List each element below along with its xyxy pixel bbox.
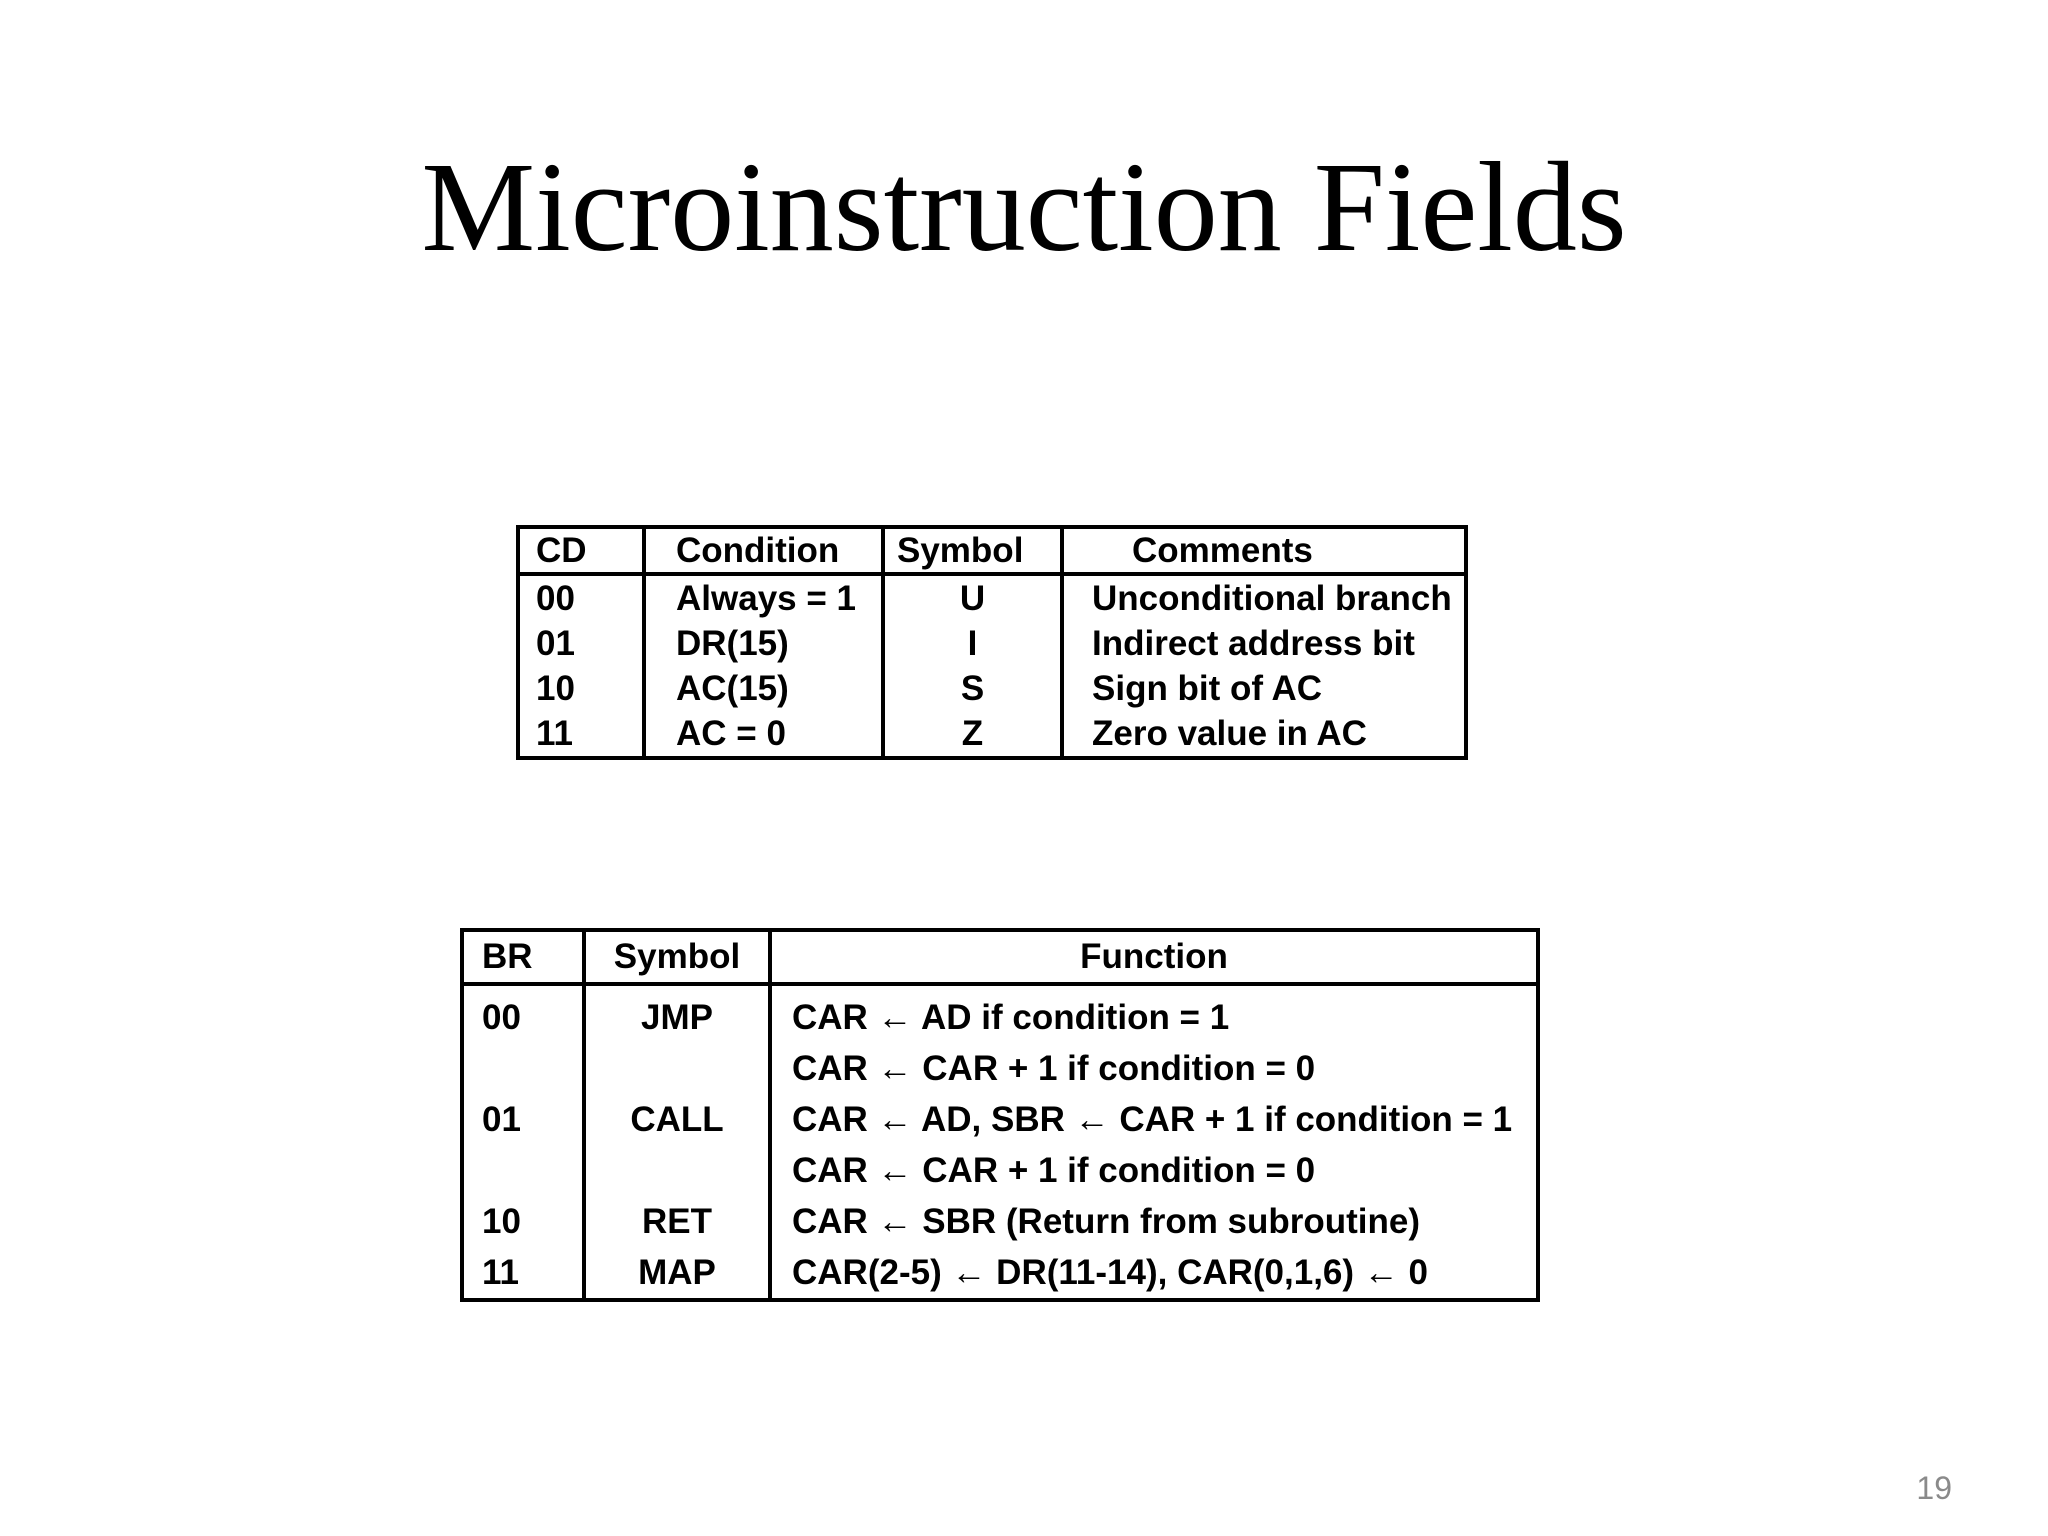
br-code: 00: [462, 984, 584, 1043]
br-table-header-row: [462, 930, 1538, 984]
cd-comment: Sign bit of AC: [1092, 669, 1323, 708]
cd-symbol: S: [883, 666, 1062, 711]
table-row: [518, 574, 1466, 621]
cd-condition: AC(15): [644, 666, 883, 711]
table-row: [462, 1247, 1538, 1300]
br-symbol: MAP: [584, 1247, 770, 1300]
cd-comment: Indirect address bit: [1092, 624, 1415, 663]
br-symbol: CALL: [584, 1094, 770, 1145]
table-row: [462, 1043, 1538, 1094]
br-header-function: Function: [770, 930, 1538, 984]
br-function: CAR ← CAR + 1 if condition = 0: [792, 1049, 1316, 1088]
br-code: [462, 1043, 584, 1094]
page-number: 19: [1916, 1470, 1952, 1506]
table-row: [462, 1145, 1538, 1196]
cd-code: 00: [518, 574, 644, 621]
br-code: 01: [462, 1094, 584, 1145]
cd-symbol: U: [883, 574, 1062, 621]
br-function: CAR ← CAR + 1 if condition = 0: [792, 1151, 1316, 1190]
br-symbol: RET: [584, 1196, 770, 1247]
cd-condition: Always = 1: [644, 574, 883, 621]
br-code: 11: [462, 1247, 584, 1300]
br-function: CAR(2-5) ← DR(11-14), CAR(0,1,6) ← 0: [792, 1253, 1428, 1292]
br-branch-table: [460, 928, 1540, 1302]
br-header-br: BR: [462, 930, 584, 984]
table-row: [518, 621, 1466, 666]
cd-header-comments: Comments: [1062, 527, 1466, 574]
br-function: CAR ← AD if condition = 1: [792, 998, 1230, 1037]
cd-condition: DR(15): [644, 621, 883, 666]
cd-header-cd: CD: [518, 527, 644, 574]
cd-comment: Unconditional branch: [1092, 579, 1452, 618]
cd-header-symbol: Symbol: [883, 527, 1062, 574]
cd-condition: AC = 0: [644, 711, 883, 758]
cd-code: 10: [518, 666, 644, 711]
br-code: 10: [462, 1196, 584, 1247]
br-code: [462, 1145, 584, 1196]
br-function: CAR ← SBR (Return from subroutine): [792, 1202, 1421, 1241]
table-row: [518, 666, 1466, 711]
br-symbol: JMP: [584, 984, 770, 1043]
cd-header-condition: Condition: [644, 527, 883, 574]
br-function: CAR ← AD, SBR ← CAR + 1 if condition = 1: [792, 1100, 1513, 1139]
slide-title: Microinstruction Fields: [421, 136, 1627, 278]
cd-condition-table: [516, 525, 1468, 760]
cd-symbol: Z: [883, 711, 1062, 758]
cd-code: 01: [518, 621, 644, 666]
br-symbol: [584, 1145, 770, 1196]
table-row: [462, 1196, 1538, 1247]
cd-table-header-row: [518, 527, 1466, 574]
cd-symbol: I: [883, 621, 1062, 666]
table-row: [462, 984, 1538, 1043]
cd-comment: Zero value in AC: [1092, 714, 1367, 753]
br-header-symbol: Symbol: [584, 930, 770, 984]
br-symbol: [584, 1043, 770, 1094]
table-row: [462, 1094, 1538, 1145]
cd-code: 11: [518, 711, 644, 758]
table-row: [518, 711, 1466, 758]
